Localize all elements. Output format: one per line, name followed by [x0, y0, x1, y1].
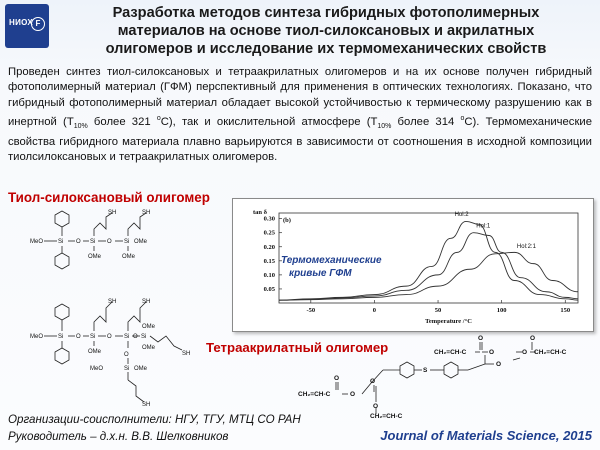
logo-symbol: F: [31, 17, 45, 31]
ome-label: OMe: [88, 254, 102, 260]
chart-x-axis-label: Temperature /°C: [425, 318, 472, 325]
phenyl-ring-2: [55, 253, 69, 269]
o-label: O: [489, 349, 495, 356]
acrylate-label-4: CH₂=CH-C: [370, 413, 403, 420]
title-line-2: материалов на основе тиол-силоксановых и акрилатных: [117, 23, 535, 39]
si-label: Si: [58, 334, 64, 340]
ome-label: OMe: [134, 366, 148, 372]
y-tick-label: 0.15: [263, 257, 275, 265]
para-text-3: C), так и окислительной атмосфере (T: [160, 115, 378, 128]
x-tick-label: 0: [372, 307, 377, 314]
acrylate-label-2: CH₂=CH-C: [534, 349, 567, 356]
chart-panel-label: (b): [283, 217, 291, 224]
o-label: O: [478, 335, 484, 342]
o-label: O: [370, 378, 376, 385]
o-label: O: [350, 391, 356, 398]
sh-label: SH: [142, 299, 151, 305]
para-sub-1: 10%: [73, 123, 88, 131]
thiol-siloxane-heading: Тиол-силоксановый олигомер: [8, 190, 210, 205]
y-tick-label: 0.25: [263, 229, 275, 237]
para-text-4: более 314: [391, 115, 461, 128]
thiol-siloxane-structure-2: [28, 292, 198, 412]
series-label-1: Hol:2: [454, 211, 469, 218]
sh-label: SH: [182, 351, 191, 357]
chart-y-axis-label: tan δ: [253, 209, 268, 216]
ome-label: OMe: [134, 239, 148, 245]
x-tick-label: 150: [560, 307, 571, 314]
si-label: Si: [90, 334, 96, 340]
phenyl-ring-4: [55, 348, 69, 364]
para-text-5: C). Термомеханические свойства гибридного материала плавно варьируются в зависимости от соотношения в исходной композиции тиолсилоксановых и тетраакрилатных олигомеров.: [8, 115, 592, 164]
thiol-siloxane-structure-1: [28, 205, 178, 275]
acrylate-label-3: CH₂=CH-C: [298, 391, 331, 398]
x-tick-label: -50: [306, 307, 316, 314]
para-sub-2: 10%: [377, 123, 392, 131]
ome-label: OMe: [122, 254, 136, 260]
summary-paragraph: [8, 65, 592, 165]
o-label: O: [133, 334, 138, 340]
chart-overlay-line-1: Термомеханические: [281, 255, 382, 266]
para-sup-2: o: [460, 115, 465, 123]
meo-label: MeO: [30, 334, 44, 340]
y-tick-label: 0.05: [263, 285, 275, 293]
title-line-1: Разработка методов синтеза гибридных фотополимерных: [112, 5, 540, 21]
o-label: O: [530, 335, 536, 342]
y-tick-label: 0.30: [263, 215, 275, 223]
meo-label: MeO: [30, 239, 44, 245]
title-line-3: олигомеров и исследование их термомеханических свойств: [105, 41, 547, 57]
sh-label: SH: [142, 402, 151, 408]
series-line-2: [279, 233, 578, 301]
o-label: O: [522, 349, 528, 356]
project-head: Руководитель – д.х.н. В.В. Шелковников: [8, 430, 229, 443]
si-label: Si: [141, 334, 147, 340]
o-label: O: [496, 361, 502, 368]
o-label: O: [76, 334, 81, 340]
si-label: Si: [58, 239, 64, 245]
phenyl-ring-1: [55, 211, 69, 227]
tetraacrylate-heading: Тетраакрилатный олигомер: [206, 340, 389, 355]
sh-label: SH: [142, 210, 151, 216]
chart-overlay-line-2: кривые ГФМ: [289, 268, 352, 279]
logo-text: НИОХ: [9, 18, 33, 27]
chart-svg: [233, 199, 593, 331]
x-tick-label: 100: [496, 307, 507, 314]
x-tick-label: 50: [434, 307, 442, 314]
series-label-3: Hol:2:1: [516, 243, 536, 250]
journal-reference: Journal of Materials Science, 2015: [380, 428, 592, 443]
ome-label: OMe: [142, 345, 156, 351]
phenyl-ring-3: [55, 304, 69, 320]
para-text-1: Проведен синтез тиол-силоксановых и тетраакрилатных олигомеров и на их основе получен гибридный фотополимерный материал (ГФМ) перспективный для применения в оптических технологиях. Показано, что гибридный фотополимерный материал обладает высокой устойчивостью к термическому разрушению как в инертной (T: [8, 66, 592, 128]
o-label: O: [334, 375, 340, 382]
ome-label: OMe: [142, 324, 156, 330]
institute-logo: [5, 4, 49, 48]
para-text-2: более 321: [87, 115, 157, 128]
sh-label: SH: [108, 210, 117, 216]
tetraacrylate-structure: [290, 330, 595, 420]
si-label: Si: [90, 239, 96, 245]
thermomechanical-chart: [232, 198, 594, 332]
o-label: O: [76, 239, 81, 245]
si-label: Si: [124, 334, 130, 340]
si-label: Si: [124, 366, 130, 372]
co-executors: Организации-соисполнители: НГУ, ТГУ, МТЦ СО РАН: [8, 413, 301, 426]
y-tick-label: 0.20: [263, 243, 275, 251]
acrylate-label-1: CH₂=CH-C: [434, 349, 467, 356]
para-sup-1: o: [156, 115, 161, 123]
meo-label: MeO: [90, 366, 104, 372]
o-label: O: [107, 334, 112, 340]
sh-label: SH: [108, 299, 117, 305]
si-label: Si: [124, 239, 130, 245]
series-label-2: Hol:1: [476, 223, 491, 230]
o-label: O: [107, 239, 112, 245]
o-label: O: [124, 352, 129, 358]
y-tick-label: 0.10: [263, 271, 275, 279]
s-label: S: [423, 367, 428, 374]
ome-label: OMe: [88, 349, 102, 355]
o-label: O: [373, 403, 379, 410]
slide-title: [56, 4, 596, 58]
